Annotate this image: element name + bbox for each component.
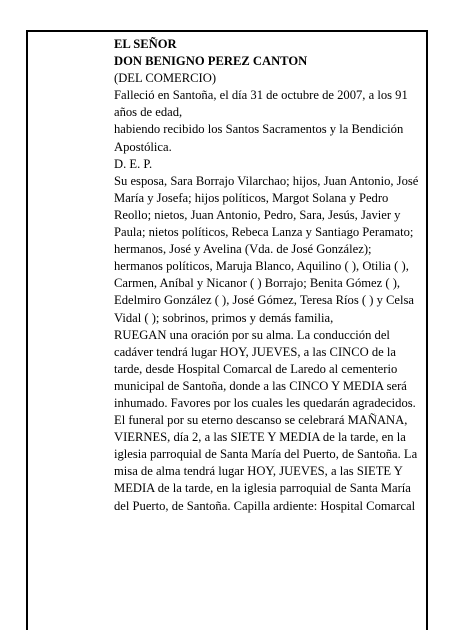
honorific: EL SEÑOR (114, 37, 177, 51)
family-list: Su esposa, Sara Borrajo Vilarchao; hijos, Juan Antonio, José María y Josefa; hijos políticos, Margot Solana y Pedro Reollo; nietos, Juan Antonio, Pedro, Sara, Jesús, Javier y Paula; nietos políticos, Rebeca Lanza y Santiago Peramato; hermanos, José y Avelina (Vda. de José González); hermanos políticos, Maruja Blanco, Aquilino ( ), Otilia ( ), Carmen, Aníbal y Nicanor ( ) Borrajo; Benita Gómez ( ), Edelmiro González ( ), José Gómez, Teresa Ríos ( ) y Celsa Vidal ( ); sobrinos, primos y demás familia, (114, 173, 419, 325)
death-announcement: Falleció en Santoña, el día 31 de octubre de 2007, a los 91 años de edad, (114, 88, 408, 120)
service-details: RUEGAN una oración por su alma. La conducción del cadáver tendrá lugar HOY, JUEVES, a las CINCO de la tarde, desde Hospital Comarcal de Laredo al cementerio municipal de Santoña, donde a las CINCO Y MEDIA será inhumado. Favores por los cuales les quedarán agradecidos. El funeral por su eterno descanso se celebrará MAÑANA, VIERNES, día 2, a las SIETE Y MEDIA de la tarde, en la iglesia parroquial de Santa María del Puerto, de Santoña. La misa de alma tendrá lugar HOY, JUEVES, a las SIETE Y MEDIA de la tarde, en la iglesia parroquial de Santa María del Puerto, de Santoña. Capilla ardiente: Hospital Comarcal (114, 327, 418, 513)
affiliation: (DEL COMERCIO) (114, 71, 217, 86)
deceased-name: DON BENIGNO PEREZ CANTON (114, 54, 308, 69)
sacraments-line: habiendo recibido los Santos Sacramentos y la Bendición Apostólica. (114, 122, 404, 154)
rip-line: D. E. P. (114, 156, 153, 171)
obituary-notice (114, 36, 422, 515)
